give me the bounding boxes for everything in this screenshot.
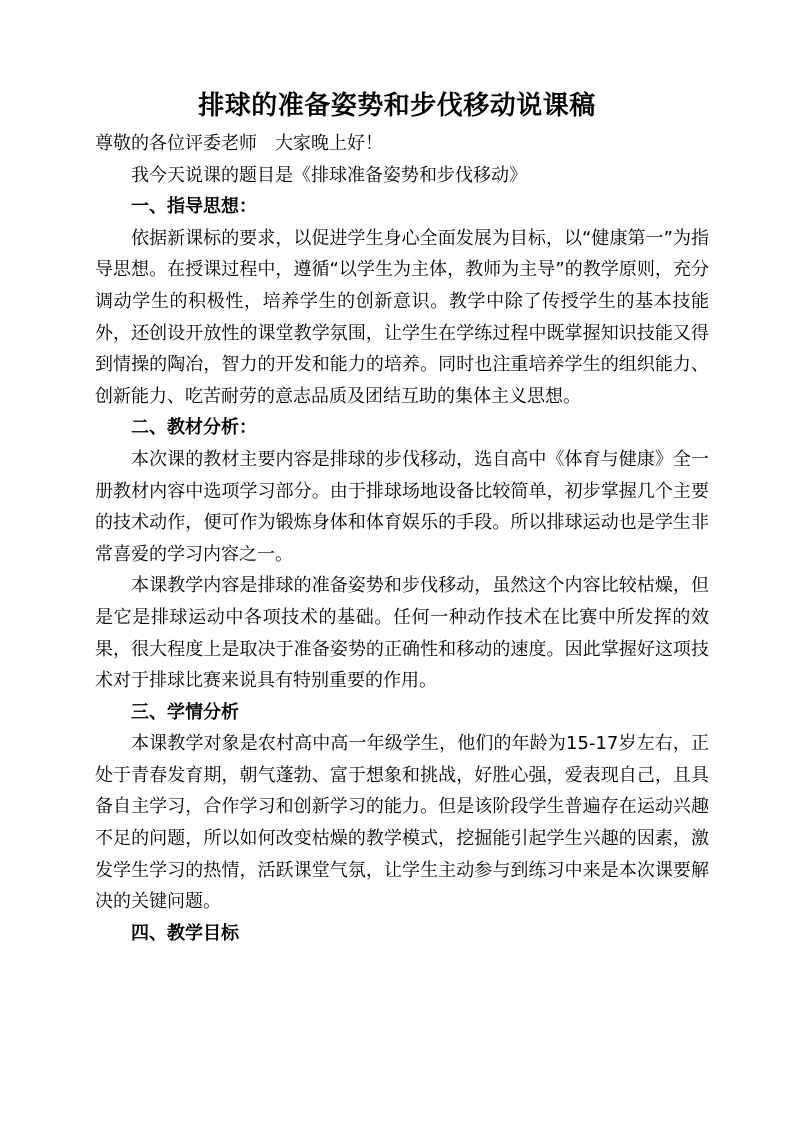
section-heading-teaching-objectives: 四、教学目标 (131, 922, 239, 944)
paragraph-guiding-ideology: 依据新课标的要求，以促进学生身心全面发展为目标，以“健康第一”为指导思想。在授课过程中，遵循“以学生为主体，教师为主导”的教学原则，充分调动学生的积极性，培养学生的创新意识。教学中除了传授学生的基本技能外，还创设开放性的课堂教学氛围，让学生在学练过程中既掌握知识技能又得到情操的陶冶，智力的开发和能力的培养。同时也注重培养学生的组织能力、创新能力、吃苦耐劳的意志品质及团结互助的集体主义思想。 (95, 227, 709, 407)
paragraph-textbook-analysis-1: 本次课的教材主要内容是排球的步伐移动，选自高中《体育与健康》全一册教材内容中选项学习部分。由于排球场地设备比较简单，初步掌握几个主要的技术动作，便可作为锻炼身体和体育娱乐的手段。所以排球运动也是学生非常喜爱的学习内容之一。 (95, 448, 709, 565)
paragraph-textbook-analysis-2: 本课教学内容是排球的准备姿势和步伐移动，虽然这个内容比较枯燥，但是它是排球运动中各项技术的基础。任何一种动作技术在比赛中所发挥的效果，很大程度上是取决于准备姿势的正确性和移动的速度。因此掌握好这项技术对于排球比赛来说具有特别重要的作用。 (95, 575, 709, 692)
greeting-line: 尊敬的各位评委老师 大家晚上好！ (95, 133, 383, 154)
section-heading-textbook-analysis: 二、教材分析： (131, 417, 257, 439)
section-heading-student-analysis: 三、学情分析 (131, 701, 239, 723)
intro-line: 我今天说课的题目是《排球准备姿势和步伐移动》 (131, 164, 527, 186)
paragraph-student-analysis: 本课教学对象是农村高中高一年级学生，他们的年龄为15-17岁左右，正处于青春发育期，朝气蓬勃、富于想象和挑战，好胜心强，爱表现自己，且具备自主学习，合作学习和创新学习的能力。但是该阶段学生普遍存在运动兴趣不足的问题，所以如何改变枯燥的教学模式，挖掘能引起学生兴趣的因素，激发学生学习的热情，活跃课堂气氛，让学生主动参与到练习中来是本次课要解决的关键问题。 (95, 733, 709, 913)
document-body (95, 128, 709, 949)
document-title: 排球的准备姿势和步伐移动说课稿 (198, 91, 596, 121)
section-heading-guiding-ideology: 一、指导思想： (131, 196, 257, 218)
